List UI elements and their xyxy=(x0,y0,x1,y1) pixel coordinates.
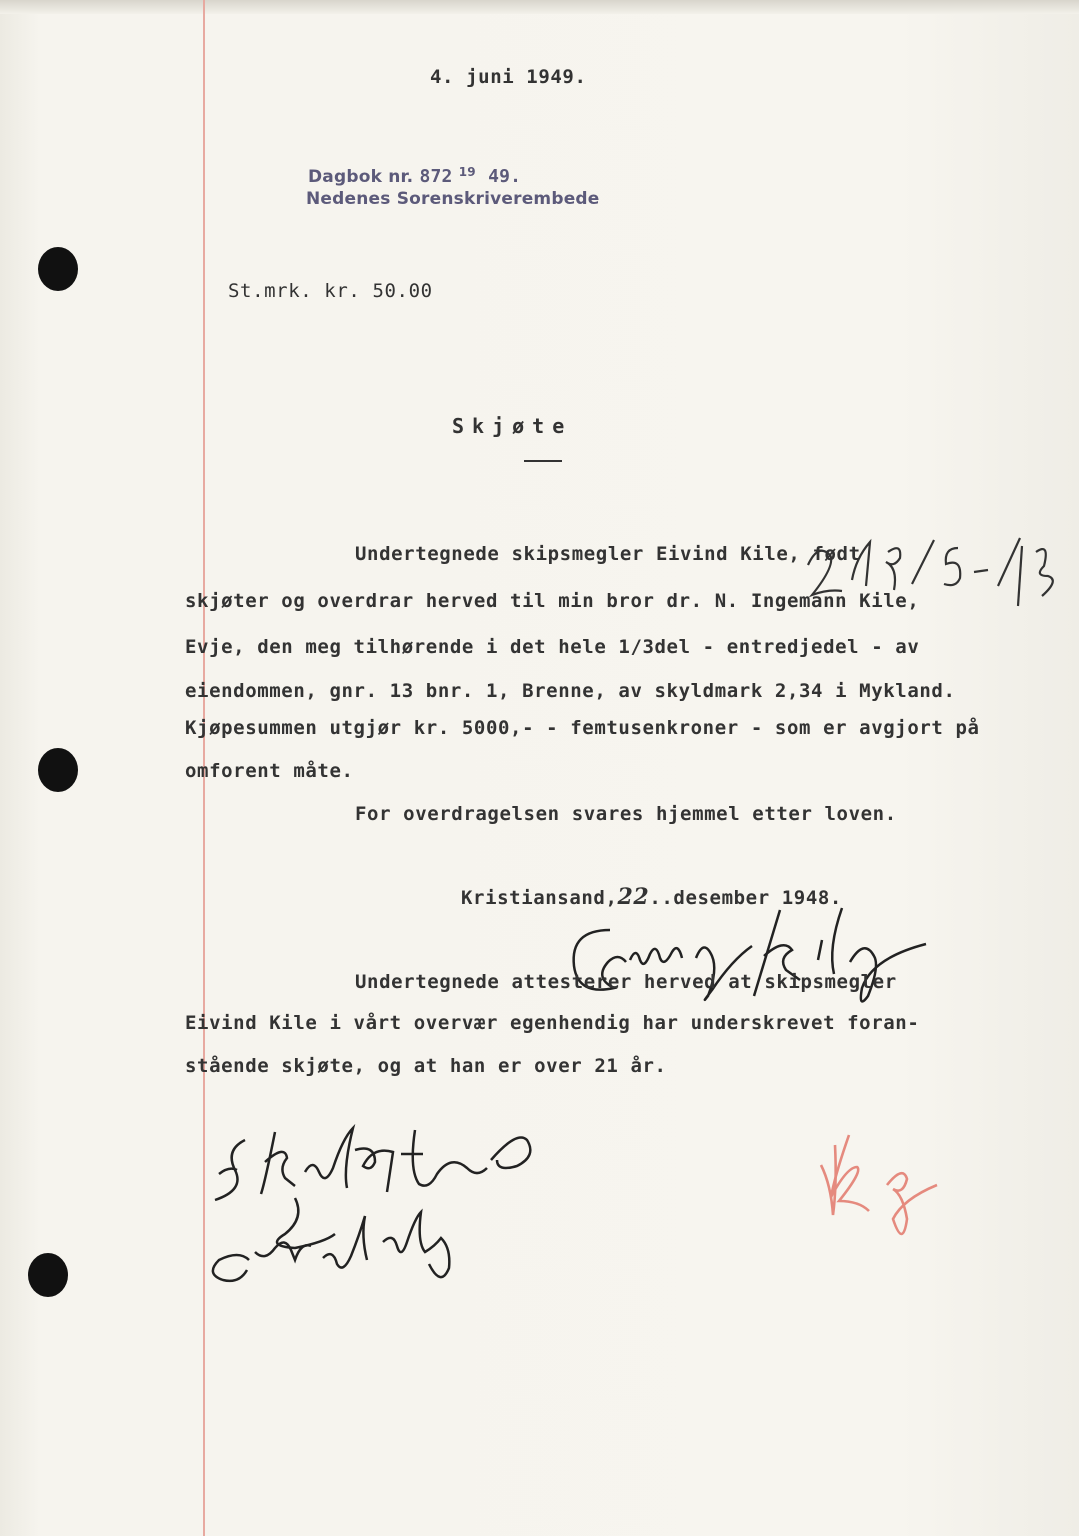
handwritten-birthdate xyxy=(790,520,1065,610)
body-line-2: skjøter og overdrar herved til min bror dr. N. Ingemann Kile, xyxy=(185,590,920,612)
body-line-1: Undertegnede skipsmegler Eivind Kile, født xyxy=(355,543,861,565)
document-title: Skjøte xyxy=(452,414,573,438)
punch-hole xyxy=(38,247,78,291)
attest-line-1: Undertegnede attesterer herved at skipsmegler xyxy=(355,971,897,993)
place-date-prefix: Kristiansand, xyxy=(461,887,618,909)
title-underline xyxy=(524,460,562,462)
stamp-fee: St.mrk. kr. 50.00 xyxy=(228,280,433,302)
punch-hole xyxy=(28,1253,68,1297)
initials-signature xyxy=(805,1115,955,1265)
stamp-year: 49. xyxy=(488,166,522,187)
body-line-3: Evje, den meg tilhørende i det hele 1/3del - entredjedel - av xyxy=(185,636,920,658)
scan-top-edge xyxy=(0,0,1079,14)
body-line-5: Kjøpesummen utgjør kr. 5000,- - femtusenkroner - som er avgjort på xyxy=(185,717,980,739)
stamp-number: 872 xyxy=(419,166,453,187)
attest-line-2: Eivind Kile i vårt overvær egenhendig har underskrevet foran- xyxy=(185,1012,920,1034)
attest-line-3: stående skjøte, og at han er over 21 år. xyxy=(185,1055,667,1077)
stamp-line-1 xyxy=(308,165,521,187)
witness-signature-2 xyxy=(205,1180,505,1290)
body-line-4: eiendommen, gnr. 13 bnr. 1, Brenne, av skyldmark 2,34 i Mykland. xyxy=(185,680,956,702)
seller-signature xyxy=(550,900,970,1010)
stamp-line-2: Nedenes Sorenskriverembede xyxy=(306,189,600,209)
body-line-6: omforent måte. xyxy=(185,760,354,782)
body-line-7: For overdragelsen svares hjemmel etter loven. xyxy=(355,803,897,825)
place-date-suffix: ..desember 1948. xyxy=(649,887,842,909)
punch-hole xyxy=(38,748,78,792)
stamp-century: 19 xyxy=(458,165,476,179)
place-date-day: 22 xyxy=(617,884,650,910)
stamp-label: Dagbok nr. xyxy=(308,167,414,187)
document-date: 4. juni 1949. xyxy=(430,66,587,88)
